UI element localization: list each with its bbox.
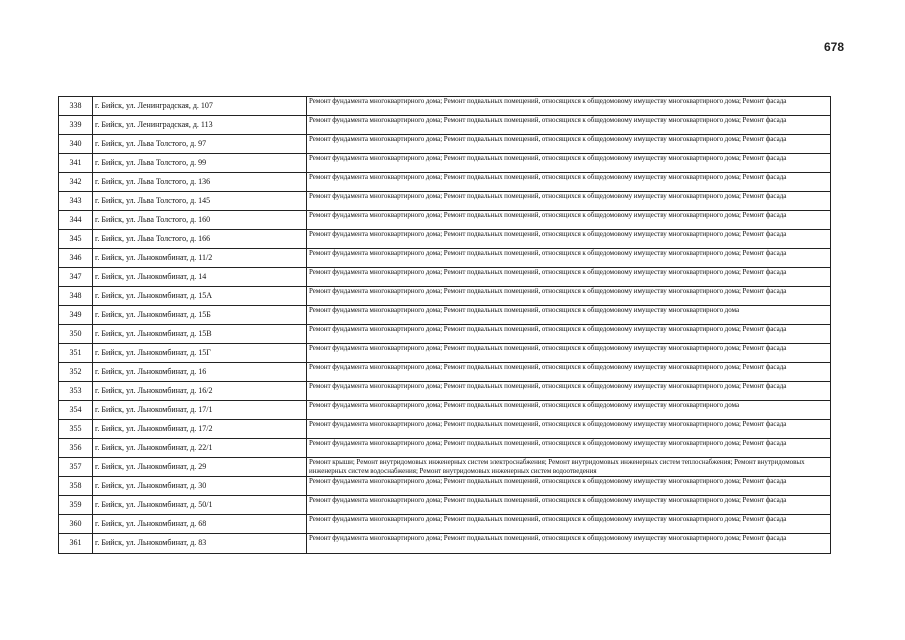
row-works: Ремонт фундамента многоквартирного дома; Ремонт подвальных помещений, относящихся к общедомовому имуществу многоквартирного дома; Ремонт фасада (309, 268, 787, 276)
row-address: г. Бийск, ул. Ленинградская, д. 113 (93, 116, 307, 134)
row-address: г. Бийск, ул. Льнокомбинат, д. 15Б (93, 306, 307, 324)
page-number: 678 (823, 40, 844, 54)
row-address: г. Бийск, ул. Льва Толстого, д. 97 (93, 135, 307, 153)
row-address: г. Бийск, ул. Льва Толстого, д. 136 (93, 173, 307, 191)
row-number: 342 (59, 173, 93, 191)
row-number: 360 (59, 515, 93, 533)
row-address: г. Бийск, ул. Льнокомбинат, д. 15В (93, 325, 307, 343)
row-address: г. Бийск, ул. Льва Толстого, д. 166 (93, 230, 307, 248)
table-row (59, 173, 830, 192)
row-address: г. Бийск, ул. Льва Толстого, д. 99 (93, 154, 307, 172)
row-number: 357 (59, 458, 93, 476)
row-address: г. Бийск, ул. Льнокомбинат, д. 14 (93, 268, 307, 286)
row-address: г. Бийск, ул. Льва Толстого, д. 145 (93, 192, 307, 210)
row-works: Ремонт фундамента многоквартирного дома; Ремонт подвальных помещений, относящихся к общедомовому имуществу многоквартирного дома; Ремонт фасада (309, 249, 787, 257)
row-number: 338 (59, 97, 93, 115)
row-address: г. Бийск, ул. Льнокомбинат, д. 29 (93, 458, 307, 476)
row-works: Ремонт фундамента многоквартирного дома; Ремонт подвальных помещений, относящихся к общедомовому имуществу многоквартирного дома; Ремонт фасада (309, 287, 787, 295)
row-number: 345 (59, 230, 93, 248)
row-address: г. Бийск, ул. Льнокомбинат, д. 11/2 (93, 249, 307, 267)
row-works: Ремонт фундамента многоквартирного дома; Ремонт подвальных помещений, относящихся к общедомовому имуществу многоквартирного дома; Ремонт фасада (309, 439, 787, 447)
works-table (58, 96, 831, 554)
row-address: г. Бийск, ул. Льнокомбинат, д. 15А (93, 287, 307, 305)
table-row (59, 534, 830, 554)
row-number: 347 (59, 268, 93, 286)
table-row (59, 306, 830, 325)
row-works: Ремонт фундамента многоквартирного дома; Ремонт подвальных помещений, относящихся к общедомовому имуществу многоквартирного дома; Ремонт фасада (309, 515, 787, 523)
row-number: 353 (59, 382, 93, 400)
table-row (59, 477, 830, 496)
row-works: Ремонт фундамента многоквартирного дома; Ремонт подвальных помещений, относящихся к общедомовому имуществу многоквартирного дома (309, 401, 740, 409)
table-row (59, 135, 830, 154)
table-row (59, 420, 830, 439)
table-row (59, 211, 830, 230)
row-works: Ремонт крыши; Ремонт внутридомовых инженерных систем электроснабжения; Ремонт внутридомовых инженерных систем теплоснабжения; Ремонт внутридомовых инженерных систем водоснабжения; Ремонт внутридомовых инженерных систем водоотведения (309, 458, 805, 475)
row-address: г. Бийск, ул. Льнокомбинат, д. 17/2 (93, 420, 307, 438)
row-works: Ремонт фундамента многоквартирного дома; Ремонт подвальных помещений, относящихся к общедомовому имуществу многоквартирного дома; Ремонт фасада (309, 344, 787, 352)
row-number: 358 (59, 477, 93, 495)
table-row (59, 515, 830, 534)
row-works: Ремонт фундамента многоквартирного дома; Ремонт подвальных помещений, относящихся к общедомовому имуществу многоквартирного дома; Ремонт фасада (309, 192, 787, 200)
row-number: 349 (59, 306, 93, 324)
row-number: 344 (59, 211, 93, 229)
table-row (59, 192, 830, 211)
row-address: г. Бийск, ул. Льнокомбинат, д. 83 (93, 534, 307, 553)
row-number: 340 (59, 135, 93, 153)
table-row (59, 496, 830, 515)
table-row (59, 325, 830, 344)
row-number: 352 (59, 363, 93, 381)
row-works: Ремонт фундамента многоквартирного дома; Ремонт подвальных помещений, относящихся к общедомовому имуществу многоквартирного дома; Ремонт фасада (309, 363, 787, 371)
row-works: Ремонт фундамента многоквартирного дома; Ремонт подвальных помещений, относящихся к общедомовому имуществу многоквартирного дома; Ремонт фасада (309, 230, 787, 238)
row-works: Ремонт фундамента многоквартирного дома; Ремонт подвальных помещений, относящихся к общедомовому имуществу многоквартирного дома; Ремонт фасада (309, 382, 787, 390)
row-address: г. Бийск, ул. Льнокомбинат, д. 22/1 (93, 439, 307, 457)
table-row (59, 458, 830, 477)
table-row (59, 116, 830, 135)
row-number: 355 (59, 420, 93, 438)
table-row (59, 230, 830, 249)
row-address: г. Бийск, ул. Льнокомбинат, д. 68 (93, 515, 307, 533)
table-row (59, 344, 830, 363)
table-row (59, 439, 830, 458)
row-number: 351 (59, 344, 93, 362)
table-row (59, 363, 830, 382)
table-row (59, 401, 830, 420)
row-works: Ремонт фундамента многоквартирного дома; Ремонт подвальных помещений, относящихся к общедомовому имуществу многоквартирного дома (309, 306, 740, 314)
row-address: г. Бийск, ул. Льнокомбинат, д. 15Г (93, 344, 307, 362)
row-works: Ремонт фундамента многоквартирного дома; Ремонт подвальных помещений, относящихся к общедомовому имуществу многоквартирного дома; Ремонт фасада (309, 477, 787, 485)
row-works: Ремонт фундамента многоквартирного дома; Ремонт подвальных помещений, относящихся к общедомовому имуществу многоквартирного дома; Ремонт фасада (309, 116, 787, 124)
row-number: 350 (59, 325, 93, 343)
row-address: г. Бийск, ул. Льнокомбинат, д. 30 (93, 477, 307, 495)
row-number: 361 (59, 534, 93, 553)
table-row (59, 382, 830, 401)
row-address: г. Бийск, ул. Льнокомбинат, д. 16/2 (93, 382, 307, 400)
table-row (59, 97, 830, 116)
row-number: 348 (59, 287, 93, 305)
table-row (59, 287, 830, 306)
row-works: Ремонт фундамента многоквартирного дома; Ремонт подвальных помещений, относящихся к общедомовому имуществу многоквартирного дома; Ремонт фасада (309, 154, 787, 162)
table-row (59, 268, 830, 287)
row-works: Ремонт фундамента многоквартирного дома; Ремонт подвальных помещений, относящихся к общедомовому имуществу многоквартирного дома; Ремонт фасада (309, 173, 787, 181)
row-address: г. Бийск, ул. Льнокомбинат, д. 16 (93, 363, 307, 381)
table-row (59, 154, 830, 173)
row-works: Ремонт фундамента многоквартирного дома; Ремонт подвальных помещений, относящихся к общедомовому имуществу многоквартирного дома; Ремонт фасада (309, 135, 787, 143)
row-works: Ремонт фундамента многоквартирного дома; Ремонт подвальных помещений, относящихся к общедомовому имуществу многоквартирного дома; Ремонт фасада (309, 211, 787, 219)
row-number: 346 (59, 249, 93, 267)
row-number: 339 (59, 116, 93, 134)
row-works: Ремонт фундамента многоквартирного дома; Ремонт подвальных помещений, относящихся к общедомовому имуществу многоквартирного дома; Ремонт фасада (309, 496, 787, 504)
row-address: г. Бийск, ул. Льва Толстого, д. 160 (93, 211, 307, 229)
row-address: г. Бийск, ул. Льнокомбинат, д. 17/1 (93, 401, 307, 419)
row-address: г. Бийск, ул. Льнокомбинат, д. 50/1 (93, 496, 307, 514)
row-number: 354 (59, 401, 93, 419)
row-number: 343 (59, 192, 93, 210)
row-address: г. Бийск, ул. Ленинградская, д. 107 (93, 97, 307, 115)
row-works: Ремонт фундамента многоквартирного дома; Ремонт подвальных помещений, относящихся к общедомовому имуществу многоквартирного дома; Ремонт фасада (309, 97, 787, 105)
row-number: 356 (59, 439, 93, 457)
row-number: 359 (59, 496, 93, 514)
table-row (59, 249, 830, 268)
row-works: Ремонт фундамента многоквартирного дома; Ремонт подвальных помещений, относящихся к общедомовому имуществу многоквартирного дома; Ремонт фасада (309, 325, 787, 333)
row-works: Ремонт фундамента многоквартирного дома; Ремонт подвальных помещений, относящихся к общедомовому имуществу многоквартирного дома; Ремонт фасада (309, 534, 787, 542)
row-number: 341 (59, 154, 93, 172)
row-works: Ремонт фундамента многоквартирного дома; Ремонт подвальных помещений, относящихся к общедомовому имуществу многоквартирного дома; Ремонт фасада (309, 420, 787, 428)
